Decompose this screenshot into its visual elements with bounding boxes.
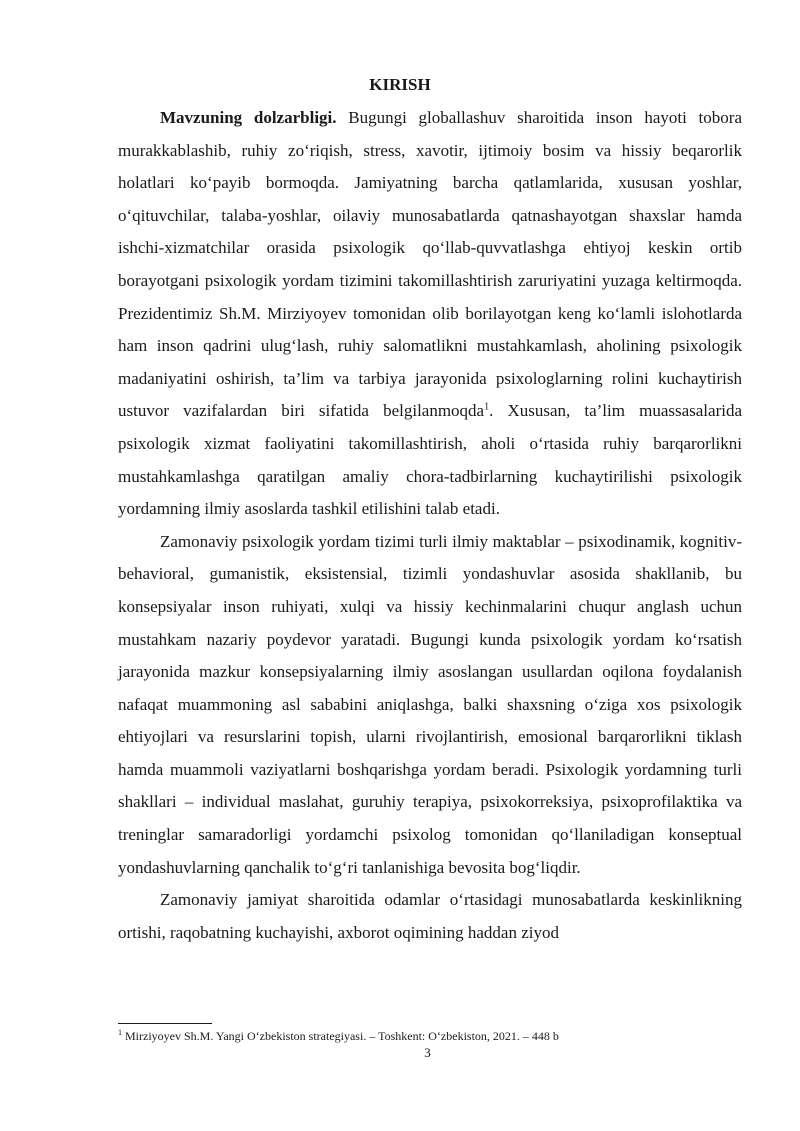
footnote-marker: 1 — [118, 1028, 122, 1037]
section-heading: KIRISH — [369, 75, 431, 94]
page-number: 3 — [424, 1045, 431, 1060]
footnote-text: Mirziyoyev Sh.M. Yangi O‘zbekiston strategiyasi. – Toshkent: O‘zbekiston, 2021. – 448 b — [122, 1029, 559, 1043]
paragraph-text: Bugungi globallashuv sharoitida inson hayoti tobora murakkablashib, ruhiy zo‘riqish, stress, xavotir, ijtimoiy bosim va hissiy beqarorlik holatlari ko‘payib bormoqda. Jamiyatning barcha qatlamlarida, xususan yoshlar, o‘qituvchilar, talaba-yoshlar, oilaviy munosabatlarda qatnashayotgan shaxslar hamda ishchi-xizmatchilar orasida psixologik qo‘llab-quvvatlashga ehtiyoj keskin ortib borayotgani psixologik yordam tizimini takomillashtirish zaruriyatini yuzaga keltirmoqda. Prezidentimiz Sh.M. Mirziyoyev tomonidan olib borilayotgan keng ko‘lamli islohotlarda ham inson qadrini ulug‘lash, ruhiy salomatlikni mustahkamlash, aholining psixologik madaniyatini oshirish, ta’lim va tarbiya jarayonida psixologlarning rolini kuchaytirish ustuvor vazifalardan biri sifatida belgilanmoqda — [118, 108, 742, 421]
body-text — [118, 102, 742, 949]
paragraph-text-continued: . Xususan, ta’lim muassasalarida psixologik xizmat faoliyatini takomillashtirish, aholi o‘rtasida ruhiy barqarorlikni mustahkamlashga qaratilgan amaliy chora-tadbirlarning kuchaytirilishi psixologik yordamning ilmiy asoslarda tashkil etilishini talab etadi. — [118, 401, 742, 519]
paragraph-approaches: Zamonaviy psixologik yordam tizimi turli ilmiy maktablar – psixodinamik, kognitiv-behavioral, gumanistik, eksistensial, tizimli yondashuvlar asosida shakllanib, bu konsepsiyalar inson ruhiyati, xulqi va hissiy kechinmalarini chuqur anglash uchun mustahkam nazariy poydevor yaratadi. Bugungi kunda psixologik yordam ko‘rsatish jarayonida mazkur konsepsiyalarning ilmiy asoslangan usullardan oqilona foydalanish nafaqat muammoning asl sababini aniqlashga, balki shaxsning o‘ziga xos psixologik ehtiyojlari va resurslarini topish, ularni rivojlantirish, emosional barqarorlikni tiklash hamda muammoli vaziyatlarni boshqarishga yordam beradi. Psixologik yordamning turli shakllari – individual maslahat, guruhiy terapiya, psixokorreksiya, psixoprofilaktika va treninglar samaradorligi yordamchi psixolog tomonidan qo‘llaniladigan konseptual yondashuvlarning qanchalik to‘g‘ri tanlanishiga bevosita bog‘liqdir. — [118, 531, 742, 877]
paragraph-lead: Mavzuning dolzarbligi. — [160, 108, 337, 127]
paragraph-relevance — [118, 102, 742, 526]
paragraph-society: Zamonaviy jamiyat sharoitida odamlar o‘rtasidagi munosabatlarda keskinlikning ortishi, raqobatning kuchayishi, axborot oqimining haddan ziyod — [118, 890, 742, 942]
footnote — [118, 1029, 742, 1044]
footnote-reference[interactable]: 1 — [484, 401, 490, 413]
footnote-separator — [118, 1023, 212, 1024]
